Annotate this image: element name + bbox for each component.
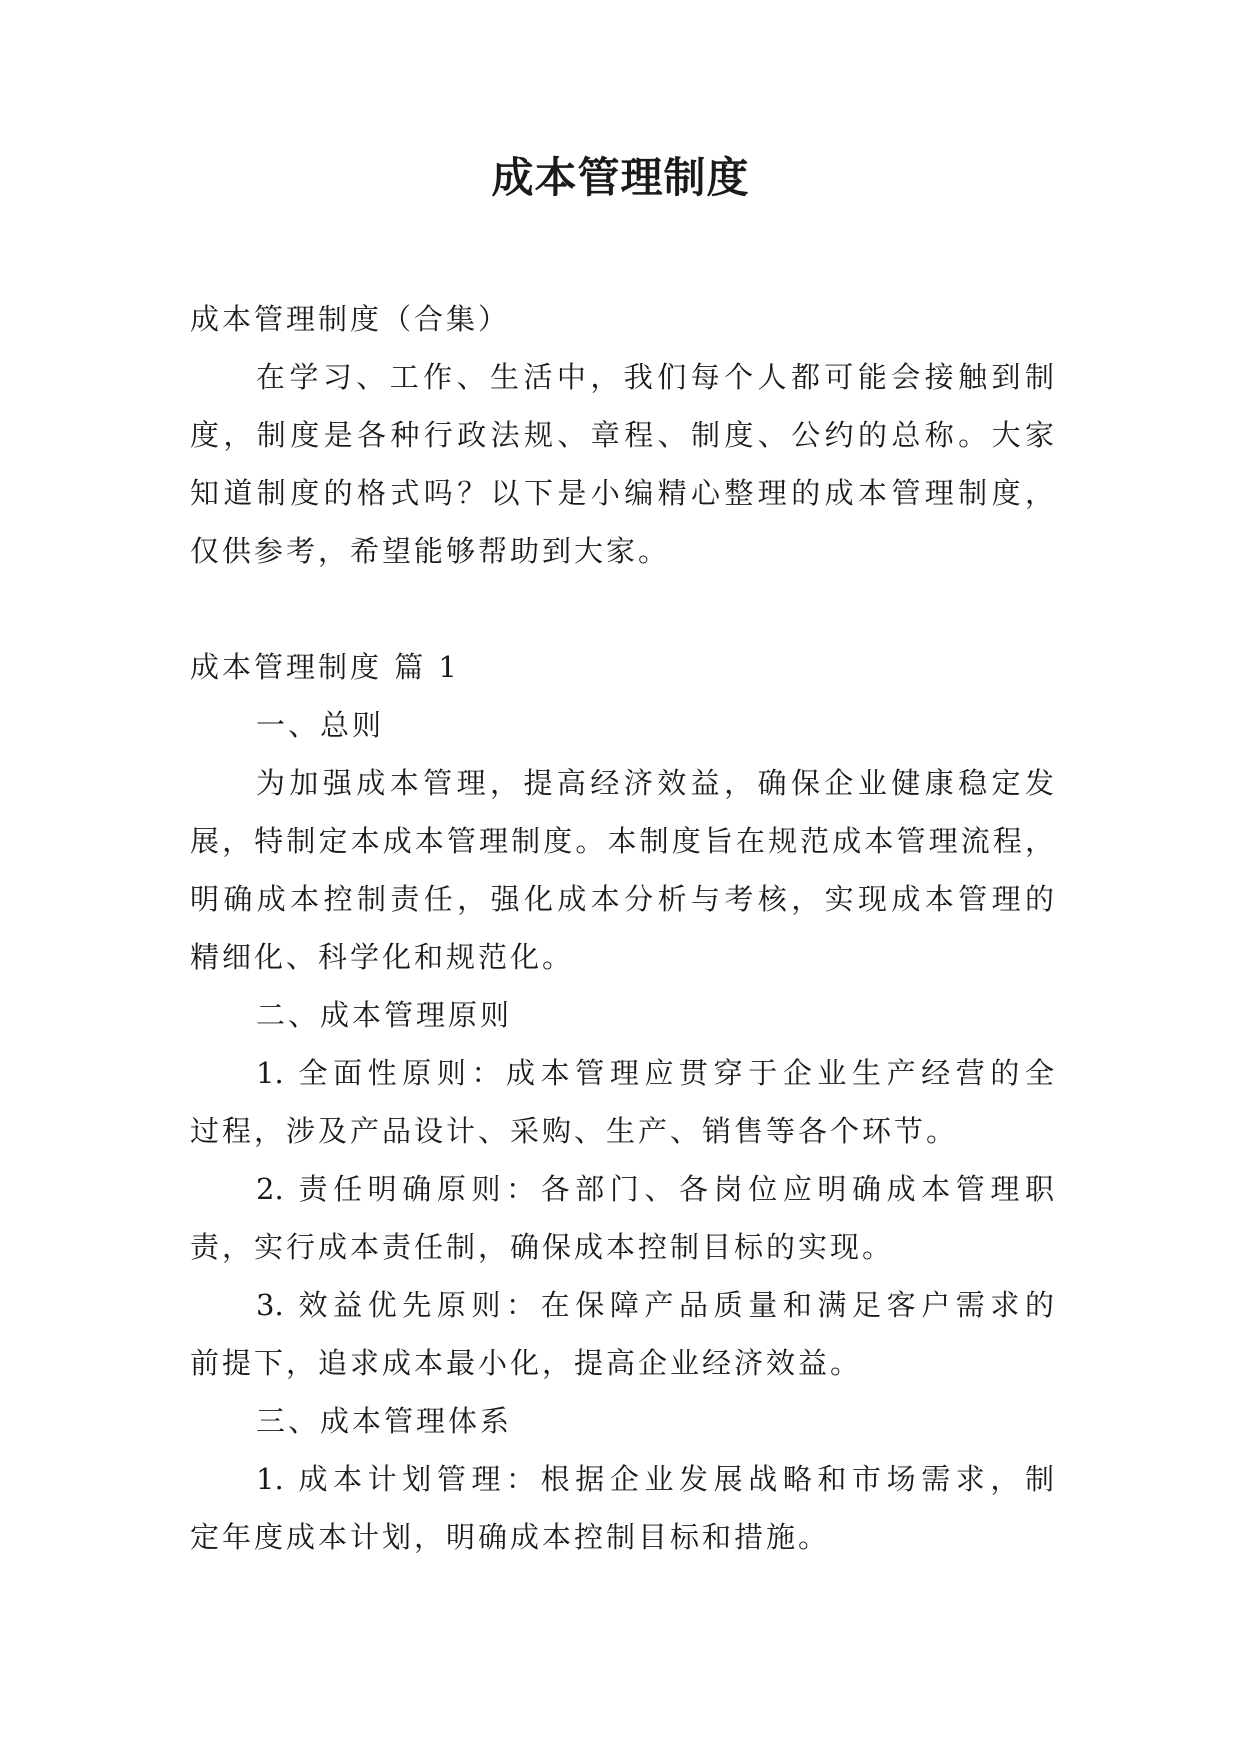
- heading-system: 三、成本管理体系: [256, 1404, 513, 1438]
- principle-line: 前提下，追求成本最小化，提高企业经济效益。: [190, 1346, 863, 1380]
- system-line: 1. 成本计划管理：根据企业发展战略和市场需求，制: [256, 1462, 1054, 1496]
- general-line: 精细化、科学化和规范化。: [190, 940, 575, 974]
- section-heading: 成本管理制度 篇 1: [190, 650, 460, 684]
- document-title: 成本管理制度: [491, 153, 750, 202]
- collection-subtitle: 成本管理制度（合集）: [190, 302, 511, 336]
- intro-line: 仅供参考，希望能够帮助到大家。: [190, 534, 671, 568]
- principle-line: 2. 责任明确原则：各部门、各岗位应明确成本管理职: [256, 1172, 1054, 1206]
- principle-line: 过程，涉及产品设计、采购、生产、销售等各个环节。: [190, 1114, 959, 1148]
- document-body: [190, 290, 1054, 1566]
- principle-line: 3. 效益优先原则：在保障产品质量和满足客户需求的: [256, 1288, 1054, 1322]
- general-line: 为加强成本管理，提高经济效益，确保企业健康稳定发: [256, 766, 1054, 800]
- intro-line: 在学习、工作、生活中，我们每个人都可能会接触到制: [256, 360, 1054, 394]
- principle-line: 1. 全面性原则：成本管理应贯穿于企业生产经营的全: [256, 1056, 1054, 1090]
- intro-line: 知道制度的格式吗？以下是小编精心整理的成本管理制度，: [190, 476, 1054, 510]
- paragraph-gap: [190, 580, 1054, 638]
- general-line: 展，特制定本成本管理制度。本制度旨在规范成本管理流程，: [190, 824, 1054, 858]
- heading-principles: 二、成本管理原则: [256, 998, 513, 1032]
- principle-line: 责，实行成本责任制，确保成本控制目标的实现。: [190, 1230, 895, 1264]
- general-line: 明确成本控制责任，强化成本分析与考核，实现成本管理的: [190, 882, 1054, 916]
- system-line: 定年度成本计划，明确成本控制目标和措施。: [190, 1520, 831, 1554]
- intro-line: 度，制度是各种行政法规、章程、制度、公约的总称。大家: [190, 418, 1054, 452]
- heading-general: 一、总则: [256, 708, 385, 742]
